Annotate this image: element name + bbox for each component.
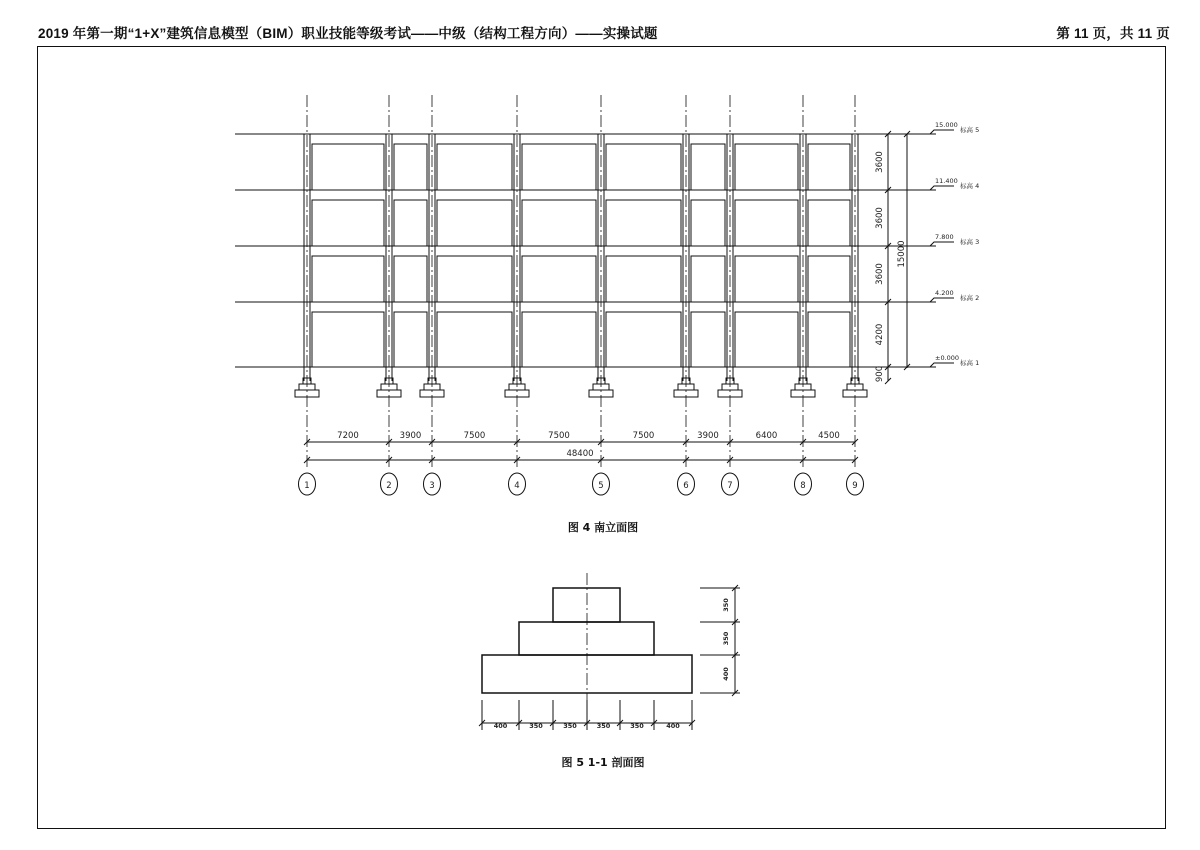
level-elevation: 11.400: [935, 177, 958, 185]
level-elevation: 7.800: [935, 233, 954, 241]
total-length-label: 48400: [566, 449, 594, 459]
footing-bottom-dim-label: 350: [596, 722, 611, 730]
beam-opening: [808, 144, 850, 190]
beam-opening: [735, 144, 798, 190]
beam-opening: [394, 200, 427, 246]
level-elevation: 4.200: [935, 289, 954, 297]
axis-label: 6: [683, 481, 689, 491]
level-elevation: ±0.000: [935, 354, 960, 362]
span-label: 3900: [399, 431, 422, 441]
footing-bottom-dim-label: 350: [529, 722, 543, 730]
beam-opening: [691, 312, 725, 367]
beam-opening: [691, 144, 725, 190]
storey-height-label: 3600: [875, 151, 885, 173]
south-elevation: [235, 95, 979, 534]
beam-opening: [312, 200, 384, 246]
footing-bottom-dim-label: 400: [493, 722, 508, 730]
level-name: 标高 5: [960, 126, 980, 134]
footing-bottom-dim-label: 350: [630, 722, 644, 730]
beam-opening: [437, 312, 512, 367]
level-symbol: [930, 298, 954, 302]
span-label: 7500: [632, 431, 655, 441]
beam-opening: [735, 256, 798, 302]
level-name: 标高 3: [960, 238, 980, 246]
level-symbol: [930, 242, 954, 246]
beam-opening: [808, 312, 850, 367]
beam-opening: [735, 312, 798, 367]
exam-title: 2019 年第一期“1+X”建筑信息模型（BIM）职业技能等级考试——中级（结构工程方向）——实操试题: [38, 26, 658, 41]
span-label: 7500: [548, 431, 570, 441]
figure5-caption: 图 5 1-1 剖面图: [561, 756, 645, 769]
total-height-label: 15000: [897, 240, 907, 268]
span-label: 7500: [463, 431, 486, 441]
beam-opening: [394, 256, 427, 302]
span-label: 7200: [337, 431, 359, 441]
axis-label: 9: [852, 481, 858, 491]
footing-step-top: [553, 588, 620, 622]
axis-label: 7: [727, 481, 733, 491]
beam-opening: [606, 200, 681, 246]
beam-opening: [522, 256, 596, 302]
beam-opening: [394, 312, 427, 367]
figure4-caption: 图 4 南立面图: [567, 521, 639, 534]
footing-section: [479, 573, 740, 769]
beam-opening: [691, 256, 725, 302]
beam-opening: [312, 312, 384, 367]
span-label: 3900: [697, 431, 719, 441]
axis-label: 4: [514, 481, 520, 491]
beam-opening: [522, 144, 596, 190]
beam-opening: [606, 256, 681, 302]
footing-step-middle: [519, 622, 654, 655]
beam-opening: [606, 144, 681, 190]
level-symbol: [930, 363, 954, 367]
beam-opening: [808, 256, 850, 302]
storey-height-label: 4200: [875, 323, 885, 346]
beam-opening: [312, 144, 384, 190]
beam-opening: [735, 200, 798, 246]
beam-opening: [437, 256, 512, 302]
beam-opening: [394, 144, 427, 190]
footing-side-dim-label: 350: [722, 598, 730, 612]
level-symbol: [930, 186, 954, 190]
level-name: 标高 2: [960, 294, 980, 302]
level-name: 标高 4: [960, 182, 980, 190]
footing-bottom-dim-label: 350: [563, 722, 577, 730]
axis-label: 8: [800, 481, 806, 491]
beam-opening: [437, 200, 512, 246]
beam-opening: [522, 312, 596, 367]
axis-label: 1: [304, 481, 310, 491]
beam-opening: [808, 200, 850, 246]
beam-opening: [312, 256, 384, 302]
storey-height-label: 900: [875, 365, 885, 383]
axis-label: 5: [598, 481, 604, 491]
level-elevation: 15.000: [935, 121, 958, 129]
level-name: 标高 1: [960, 359, 980, 367]
beam-opening: [606, 312, 681, 367]
footing-side-dim-label: 350: [722, 631, 730, 646]
level-symbol: [930, 130, 954, 134]
axis-label: 2: [386, 481, 392, 491]
footing-side-dim-label: 400: [722, 667, 730, 681]
storey-height-label: 3600: [875, 207, 885, 229]
span-label: 6400: [755, 431, 778, 441]
beam-opening: [437, 144, 512, 190]
beam-opening: [691, 200, 725, 246]
page-number: 第 11 页，共 11 页: [1056, 26, 1170, 41]
span-label: 4500: [818, 431, 840, 441]
beam-opening: [522, 200, 596, 246]
footing-bottom-dim-label: 400: [666, 722, 680, 730]
axis-label: 3: [429, 481, 435, 491]
storey-height-label: 3600: [875, 263, 885, 285]
